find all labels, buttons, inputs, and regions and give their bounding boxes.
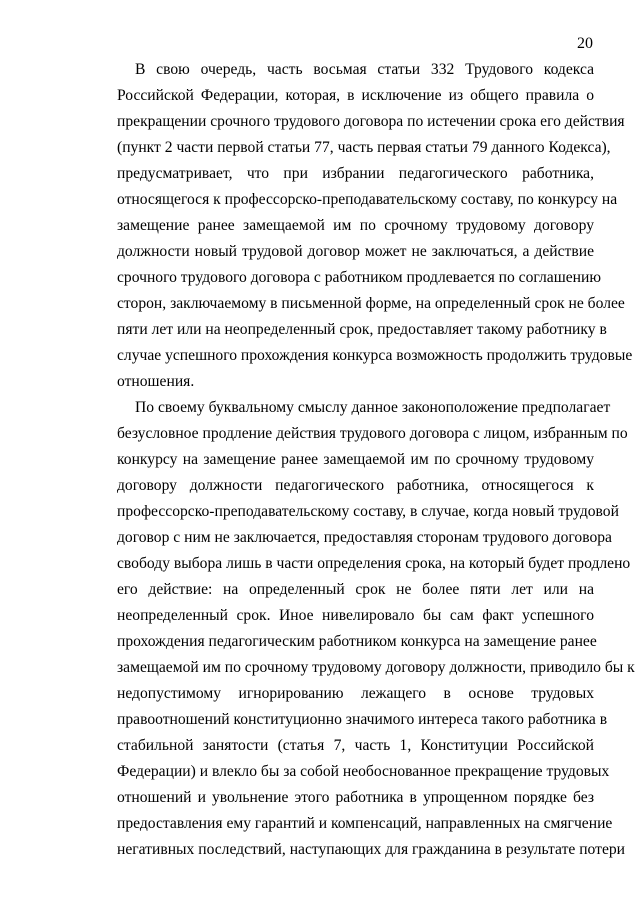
text-line: замещение ранее замещаемой им по срочному трудовому договору	[117, 217, 594, 234]
text-line: сторон, заключаемому в письменной форме, на определенный срок не более	[117, 295, 625, 312]
text-line: случае успешного прохождения конкурса возможность продолжить трудовые	[117, 347, 633, 364]
paragraph-1	[117, 57, 633, 395]
page-number: 20	[577, 35, 593, 52]
paragraph-2	[117, 395, 635, 863]
text-line: профессорско-преподавательскому составу, в случае, когда новый трудовой	[117, 503, 619, 520]
text-line: замещаемой им по срочному трудовому договору должности, приводило бы к	[117, 659, 635, 676]
text-line: прекращении срочного трудового договора по истечении срока его действия	[117, 113, 625, 130]
body-text	[117, 57, 635, 863]
text-line: предоставления ему гарантий и компенсаций, направленных на смягчение	[117, 815, 613, 832]
text-line: свободу выбора лишь в части определения срока, на который будет продлено	[117, 555, 631, 572]
text-line: негативных последствий, наступающих для гражданина в результате потери	[117, 841, 626, 858]
text-line: относящегося к профессорско-преподавательскому составу, по конкурсу на	[117, 191, 618, 208]
text-line: предусматривает, что при избрании педагогического работника,	[117, 165, 594, 182]
text-line: его действие: на определенный срок не более пяти лет или на	[117, 581, 594, 598]
text-line: пяти лет или на неопределенный срок, предоставляет такому работнику в	[117, 321, 607, 338]
text-line: отношений и увольнение этого работника в упрощенном порядке без	[117, 789, 594, 806]
text-line: должности новый трудовой договор может не заключаться, а действие	[117, 243, 594, 260]
text-line: срочного трудового договора с работником продлевается по соглашению	[117, 269, 601, 286]
text-line: Российской Федерации, которая, в исключение из общего правила о	[117, 87, 594, 104]
text-line: прохождения педагогическим работником конкурса на замещение ранее	[117, 633, 597, 650]
text-line: неопределенный срок. Иное нивелировало бы сам факт успешного	[117, 607, 594, 624]
text-line: правоотношений конституционно значимого интереса такого работника в	[117, 711, 608, 728]
text-line: В свою очередь, часть восьмая статьи 332 Трудового кодекса	[135, 61, 594, 78]
text-line: Федерации) и влекло бы за собой необоснованное прекращение трудовых	[117, 763, 610, 780]
text-line: стабильной занятости (статья 7, часть 1, Конституции Российской	[117, 737, 594, 754]
text-line: безусловное продление действия трудового договора с лицом, избранным по	[117, 425, 628, 442]
text-line: (пункт 2 части первой статьи 77, часть первая статьи 79 данного Кодекса),	[117, 139, 611, 156]
text-line: договор с ним не заключается, предоставляя сторонам трудового договора	[117, 529, 612, 546]
text-line: отношения.	[117, 373, 195, 390]
text-line: конкурсу на замещение ранее замещаемой им по срочному трудовому	[117, 451, 594, 468]
text-line: недопустимому игнорированию лежащего в основе трудовых	[117, 685, 594, 702]
text-line: договору должности педагогического работника, относящегося к	[117, 477, 594, 494]
text-line: По своему буквальному смыслу данное законоположение предполагает	[135, 399, 611, 416]
